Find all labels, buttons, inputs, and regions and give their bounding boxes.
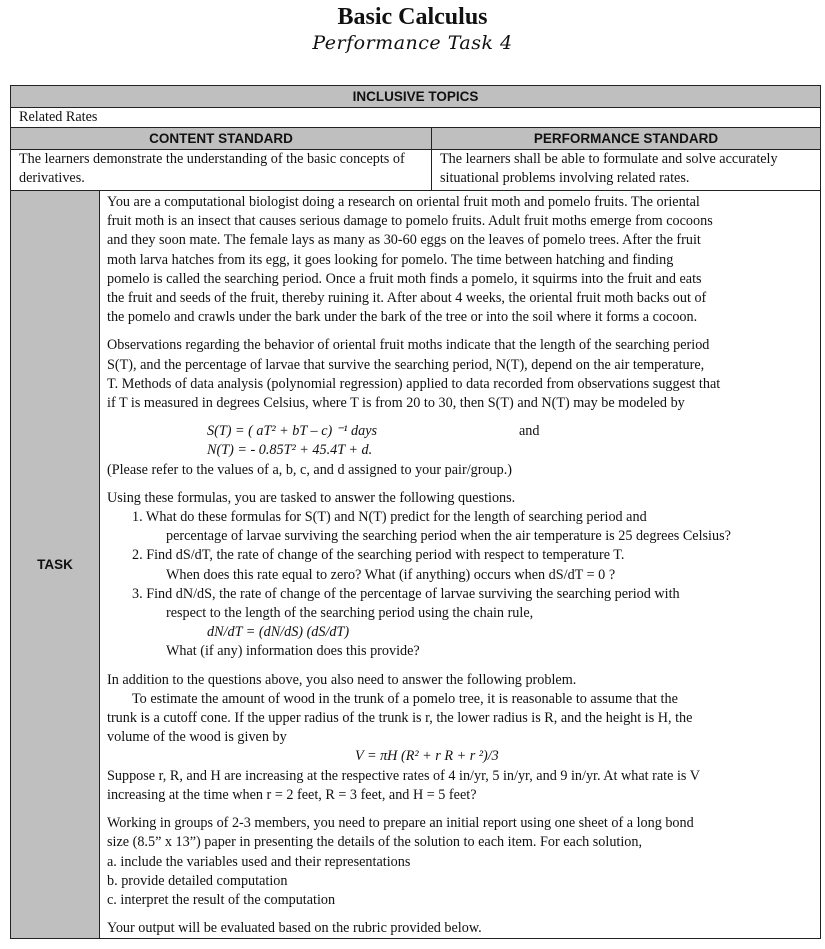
formula-s: S(T) = ( aT² + bT – c) ⁻¹ days: [207, 423, 378, 440]
paragraph-instructions: [107, 814, 812, 910]
text-line: fruit moth is an insect that causes serious damage to pomelo fruits. Adult fruit moths emerge from cocoons: [107, 213, 713, 230]
chain-rule-formula: dN/dT = (dN/dS) (dS/dT): [207, 624, 350, 641]
question-1: [107, 508, 812, 546]
text-line: a. include the variables used and their representations: [107, 853, 411, 870]
task-body: [100, 191, 821, 939]
volume-formula: V = πH (R² + r R + r ²)/3: [355, 748, 499, 765]
text-line: and they soon mate. The female lays as many as 30-60 eggs on the leaves of pomelo trees. After the fruit: [107, 232, 701, 249]
question-2: [107, 546, 812, 584]
content-standard-text: The learners demonstrate the understanding of the basic concepts of derivatives.: [11, 150, 432, 191]
task-label: TASK: [11, 191, 100, 939]
text-line: You are a computational biologist doing a research on oriental fruit moth and pomelo fruits. The oriental: [107, 194, 700, 210]
document-subtitle: Performance Task 4: [312, 32, 513, 54]
question-3: [107, 585, 812, 623]
text-line: Suppose r, R, and H are increasing at the respective rates of 4 in/yr, 5 in/yr, and 9 in/yr. At what rate is V: [107, 767, 700, 784]
text-line: moth larva hatches from its egg, it goes looking for pomelo. The time between hatching and finding: [107, 251, 674, 268]
inclusive-topics-value: Related Rates: [11, 108, 821, 128]
performance-standard-text: The learners shall be able to formulate and solve accurately situational problems involving related rates.: [432, 150, 821, 191]
text-line: the fruit and seeds of the fruit, thereby ruining it. After about 4 weeks, the oriental fruit moth backs out of: [107, 290, 707, 307]
formula-n: N(T) = - 0.85T² + 45.4T + d.: [207, 442, 373, 459]
paragraph-observations: [107, 336, 812, 413]
text-line: b. provide detailed computation: [107, 872, 288, 889]
text-line: In addition to the questions above, you also need to answer the following problem.: [107, 671, 577, 688]
inclusive-topics-header: INCLUSIVE TOPICS: [11, 86, 821, 108]
text-line: T. Methods of data analysis (polynomial regression) applied to data recorded from observations suggest that: [107, 375, 721, 392]
closing-text: Your output will be evaluated based on the rubric provided below.: [107, 920, 482, 937]
questions-intro: Using these formulas, you are tasked to answer the following questions.: [107, 489, 516, 506]
paragraph-rates: [107, 767, 812, 805]
formula-s-row: [107, 422, 812, 441]
text-line: Working in groups of 2-3 members, you need to prepare an initial report using one sheet of a long bond: [107, 815, 694, 832]
text-line: pomelo is called the searching period. Once a fruit moth finds a pomelo, it squirms into the fruit and eats: [107, 270, 702, 287]
text-line: S(T), and the percentage of larvae that survive the searching period, N(T), depend on the air temperature,: [107, 356, 705, 373]
task-table: [10, 85, 821, 939]
values-note: (Please refer to the values of a, b, c, and d assigned to your pair/group.): [107, 461, 513, 478]
text-line: When does this rate equal to zero? What (if anything) occurs when dS/dT = 0 ?: [166, 566, 616, 583]
paragraph-cone: [107, 709, 812, 747]
text-line: c. interpret the result of the computation: [107, 891, 336, 908]
text-line: if T is measured in degrees Celsius, where T is from 20 to 30, then S(T) and N(T) may be modeled by: [107, 395, 685, 412]
content-standard-header: CONTENT STANDARD: [11, 128, 432, 150]
text-line: 1. What do these formulas for S(T) and N(T) predict for the length of searching period and: [132, 509, 647, 526]
paragraph-cone-intro: To estimate the amount of wood in the trunk of a pomelo tree, it is reasonable to assume that the: [132, 690, 678, 707]
question-3-end: What (if any) information does this provide?: [166, 643, 420, 660]
performance-standard-header: PERFORMANCE STANDARD: [432, 128, 821, 150]
text-line: volume of the wood is given by: [107, 729, 287, 746]
text-line: size (8.5” x 13”) paper in presenting the details of the solution to each item. For each solution,: [107, 834, 643, 851]
text-line: increasing at the time when r = 2 feet, R = 3 feet, and H = 5 feet?: [107, 786, 477, 803]
text-line: the pomelo and crawls under the bark under the bark of the tree or into the soil where it forms a cocoon.: [107, 309, 698, 326]
paragraph-addition: [107, 671, 812, 690]
paragraph-scenario: [107, 193, 812, 327]
formula-and: and: [519, 423, 540, 440]
text-line: percentage of larvae surviving the searching period when the air temperature is 25 degrees Celsius?: [166, 528, 731, 545]
text-line: 3. Find dN/dS, the rate of change of the percentage of larvae surviving the searching period with: [132, 585, 680, 602]
document-title: Basic Calculus: [337, 4, 488, 30]
text-line: trunk is a cutoff cone. If the upper radius of the trunk is r, the lower radius is R, and the height is H, the: [107, 710, 693, 727]
text-line: Observations regarding the behavior of oriental fruit moths indicate that the length of the searching period: [107, 337, 710, 354]
text-line: respect to the length of the searching period using the chain rule,: [166, 605, 534, 622]
text-line: 2. Find dS/dT, the rate of change of the searching period with respect to temperature T.: [132, 547, 625, 564]
